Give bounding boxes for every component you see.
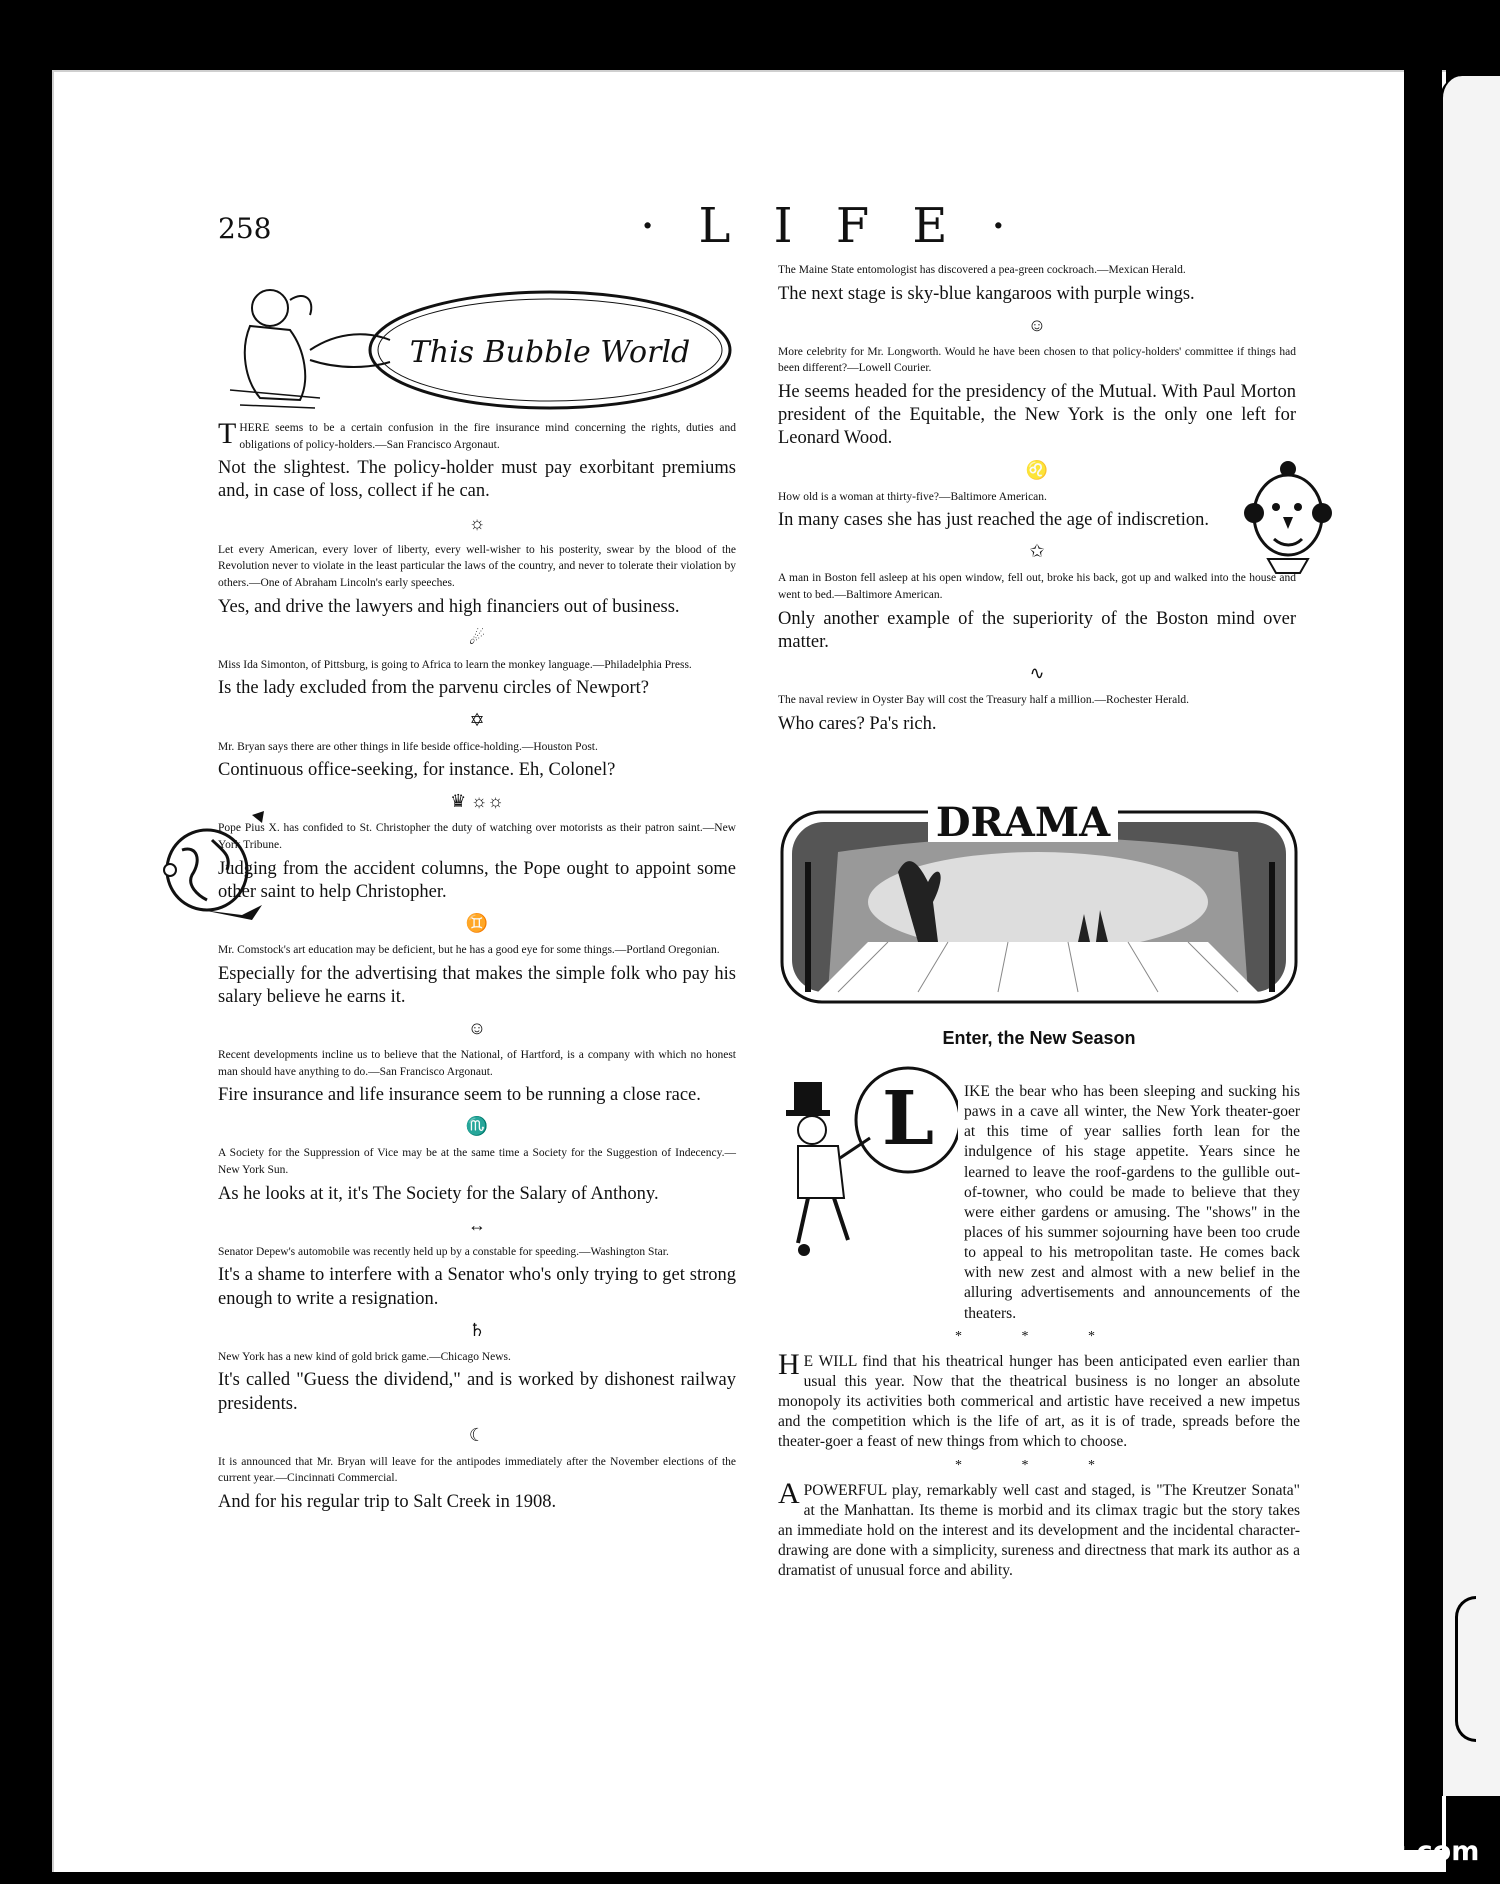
ornament-icon: ♏ xyxy=(465,1116,489,1137)
ornament-icon: ∿ xyxy=(1029,662,1045,683)
editorial-reply: Only another example of the superiority of the Boston mind over matter. xyxy=(778,608,1296,652)
left-column xyxy=(218,417,736,1528)
editorial-reply: Yes, and drive the lawyers and high financiers out of business. xyxy=(218,596,680,617)
clipping-quote: Senator Depew's automobile was recently held up by a constable for speeding.—Washington Star. xyxy=(218,1245,669,1258)
editorial-reply: And for his regular trip to Salt Creek in 1908. xyxy=(218,1491,557,1512)
ornament-icon: ☺ xyxy=(1027,314,1047,335)
dropcap-H: H xyxy=(778,1347,800,1381)
separator: * * * xyxy=(955,1457,1123,1473)
clipping-quote: More celebrity for Mr. Longworth. Would he have been chosen to that policy-holders' committee if things had been different?—Lowell Courier. xyxy=(778,345,1296,375)
facing-page-edge xyxy=(1440,76,1500,1796)
ornament-icon: ☾ xyxy=(468,1424,486,1445)
ornament-icon: ♌ xyxy=(1025,459,1049,480)
editorial-reply: It's called "Guess the dividend," and is worked by dishonest railway presidents. xyxy=(218,1370,736,1414)
clipping-quote: Recent developments incline us to believe that the National, of Hartford, is a company with which no honest man should have anything to do.—San Francisco Argonaut. xyxy=(218,1048,736,1078)
editorial-reply: Who cares? Pa's rich. xyxy=(778,713,937,734)
clipping-quote: Let every American, every lover of liberty, every well-wisher to his posterity, swear by the blood of the Revolution never to violate in the least particular the laws of the country, and never to tolerate their violation by others.—One of Abraham Lincoln's early speeches. xyxy=(218,543,736,589)
editorial-reply: Not the slightest. The policy-holder must pay exorbitant premiums and, in case of loss, collect if he can. xyxy=(218,458,736,502)
ornament-icon: ♛ ☼☼ xyxy=(450,791,504,812)
page-gutter xyxy=(1404,70,1442,1850)
ornament-icon: ☼ xyxy=(468,512,486,533)
drama-banner-word: DRAMA xyxy=(935,799,1111,846)
bubble-world-banner xyxy=(220,270,740,420)
clipping-quote: How old is a woman at thirty-five?—Baltimore American. xyxy=(778,490,1047,503)
drama-paragraph-2-text: E WILL find that his theatrical hunger has been anticipated even earlier than usual this year. Now that the theatrical business is no longer an absolute monopoly its activities both commerical and artistic have received a new impetus and the competition which is the life of art, as it is of trade, spreads before the theater-goer a feast of new things from which to choose. xyxy=(778,1352,1300,1451)
ornament-icon: ☺ xyxy=(467,1017,487,1038)
ornament-icon: ♄ xyxy=(468,1319,486,1340)
clipping-quote: The Maine State entomologist has discovered a pea-green cockroach.—Mexican Herald. xyxy=(778,264,1186,276)
clipping-quote: Mr. Comstock's art education may be deficient, but he has a good eye for some things.—Portland Oregonian. xyxy=(218,943,720,956)
ornament-icon: ✩ xyxy=(1029,541,1045,562)
banner-script-text: This Bubble World xyxy=(409,335,691,370)
editorial-reply: Especially for the advertising that makes the simple folk who pay his salary believe he earns it. xyxy=(218,963,736,1007)
dropcap-A: A xyxy=(778,1476,800,1510)
ornament-icon: ♊ xyxy=(465,912,489,933)
clipping-quote: Pope Pius X. has confided to St. Christopher the duty of watching over motorists as their patron saint.—New York Tribune. xyxy=(218,822,736,851)
drama-paragraph-3-text: POWERFUL play, remarkably well cast and staged, is "The Kreutzer Sonata" at the Manhattan. Its theme is morbid and its climax tragic but the story takes an immediate hold on the interest and its development and the incidental character-drawing are done with a simplicity, sureness and directness that mark its author as a dramatist of unusual force and ability. xyxy=(778,1481,1300,1580)
dropcap-letter: L xyxy=(881,1076,935,1162)
clipping-quote: It is announced that Mr. Bryan will leave for the antipodes immediately after the November elections of the current year.—Cincinnati Commercial. xyxy=(218,1455,736,1485)
editorial-reply: Continuous office-seeking, for instance. Eh, Colonel? xyxy=(218,760,616,781)
clipping-quote: New York has a new kind of gold brick game.—Chicago News. xyxy=(218,1350,511,1363)
clipping-quote: A Society for the Suppression of Vice may be at the same time a Society for the Suggestion of Indecency.—New York Sun. xyxy=(218,1147,736,1176)
editorial-reply: He seems headed for the presidency of the Mutual. With Paul Morton president of the Equitable, the New York is the only one left for Leonard Wood. xyxy=(778,382,1296,449)
page-number: 258 xyxy=(218,212,272,245)
editorial-reply: As he looks at it, it's The Society for the Salary of Anthony. xyxy=(218,1183,659,1204)
right-column xyxy=(778,262,1296,750)
drama-paragraph-1: IKE the bear who has been sleeping and sucking his paws in a cave all winter, the New York theater-goer at this time of year sallies forth lean for the indulgence of his stage appetite. Years since he learned to leave the roof-gardens to the gullible out-of-towner, who could be made to believe that they were either gardens or amusing. The "shows" in the places of his summer sojourning have been too crude to appeal to his metropolitan taste. He comes back with new zest and almost with a new belief in the alluring advertisements and announcements of the theaters. xyxy=(964,1083,1300,1322)
drama-section-title: Enter, the New Season xyxy=(942,1028,1136,1048)
editorial-reply: Fire insurance and life insurance seem to be running a close race. xyxy=(218,1085,701,1106)
masthead-title: · L I F E · xyxy=(640,198,1020,254)
editorial-reply: Is the lady excluded from the parvenu circles of Newport? xyxy=(218,678,649,699)
drama-paragraph-3 xyxy=(778,1476,1300,1582)
watermark: comicbooks.com xyxy=(1228,1836,1480,1867)
clipping-quote: A man in Boston fell asleep at his open window, fell out, broke his back, got up and walked into the house and went to bed.—Baltimore American. xyxy=(778,572,1296,601)
ornament-icon: ✡ xyxy=(469,709,485,730)
drama-theater-banner xyxy=(778,792,1300,1014)
editorial-reply: The next stage is sky-blue kangaroos with purple wings. xyxy=(778,283,1195,304)
drama-paragraph-2 xyxy=(778,1347,1300,1453)
editorial-reply: It's a shame to interfere with a Senator who's only trying to get strong enough to write a resignation. xyxy=(218,1265,736,1309)
editorial-reply: Judging from the accident columns, the Pope ought to appoint some other saint to help Christopher. xyxy=(218,858,736,902)
clipping-quote: Mr. Bryan says there are other things in life beside office-holding.—Houston Post. xyxy=(218,740,598,753)
drama-article xyxy=(778,1058,1300,1581)
editorial-reply: In many cases she has just reached the age of indiscretion. xyxy=(778,510,1210,531)
ornament-icon: ☄ xyxy=(468,627,486,648)
ornament-icon: ↔ xyxy=(468,1214,486,1235)
clipping-quote: Miss Ida Simonton, of Pittsburg, is going to Africa to learn the monkey language.—Philadelphia Press. xyxy=(218,658,692,671)
separator: * * * xyxy=(955,1328,1123,1344)
clipping-quote: The naval review in Oyster Bay will cost the Treasury half a million.—Rochester Herald. xyxy=(778,693,1190,706)
clipping-quote: THERE seems to be a certain confusion in the fire insurance mind concerning the rights, duties and obligations of policy-holders.—San Francisco Argonaut. xyxy=(218,417,736,451)
